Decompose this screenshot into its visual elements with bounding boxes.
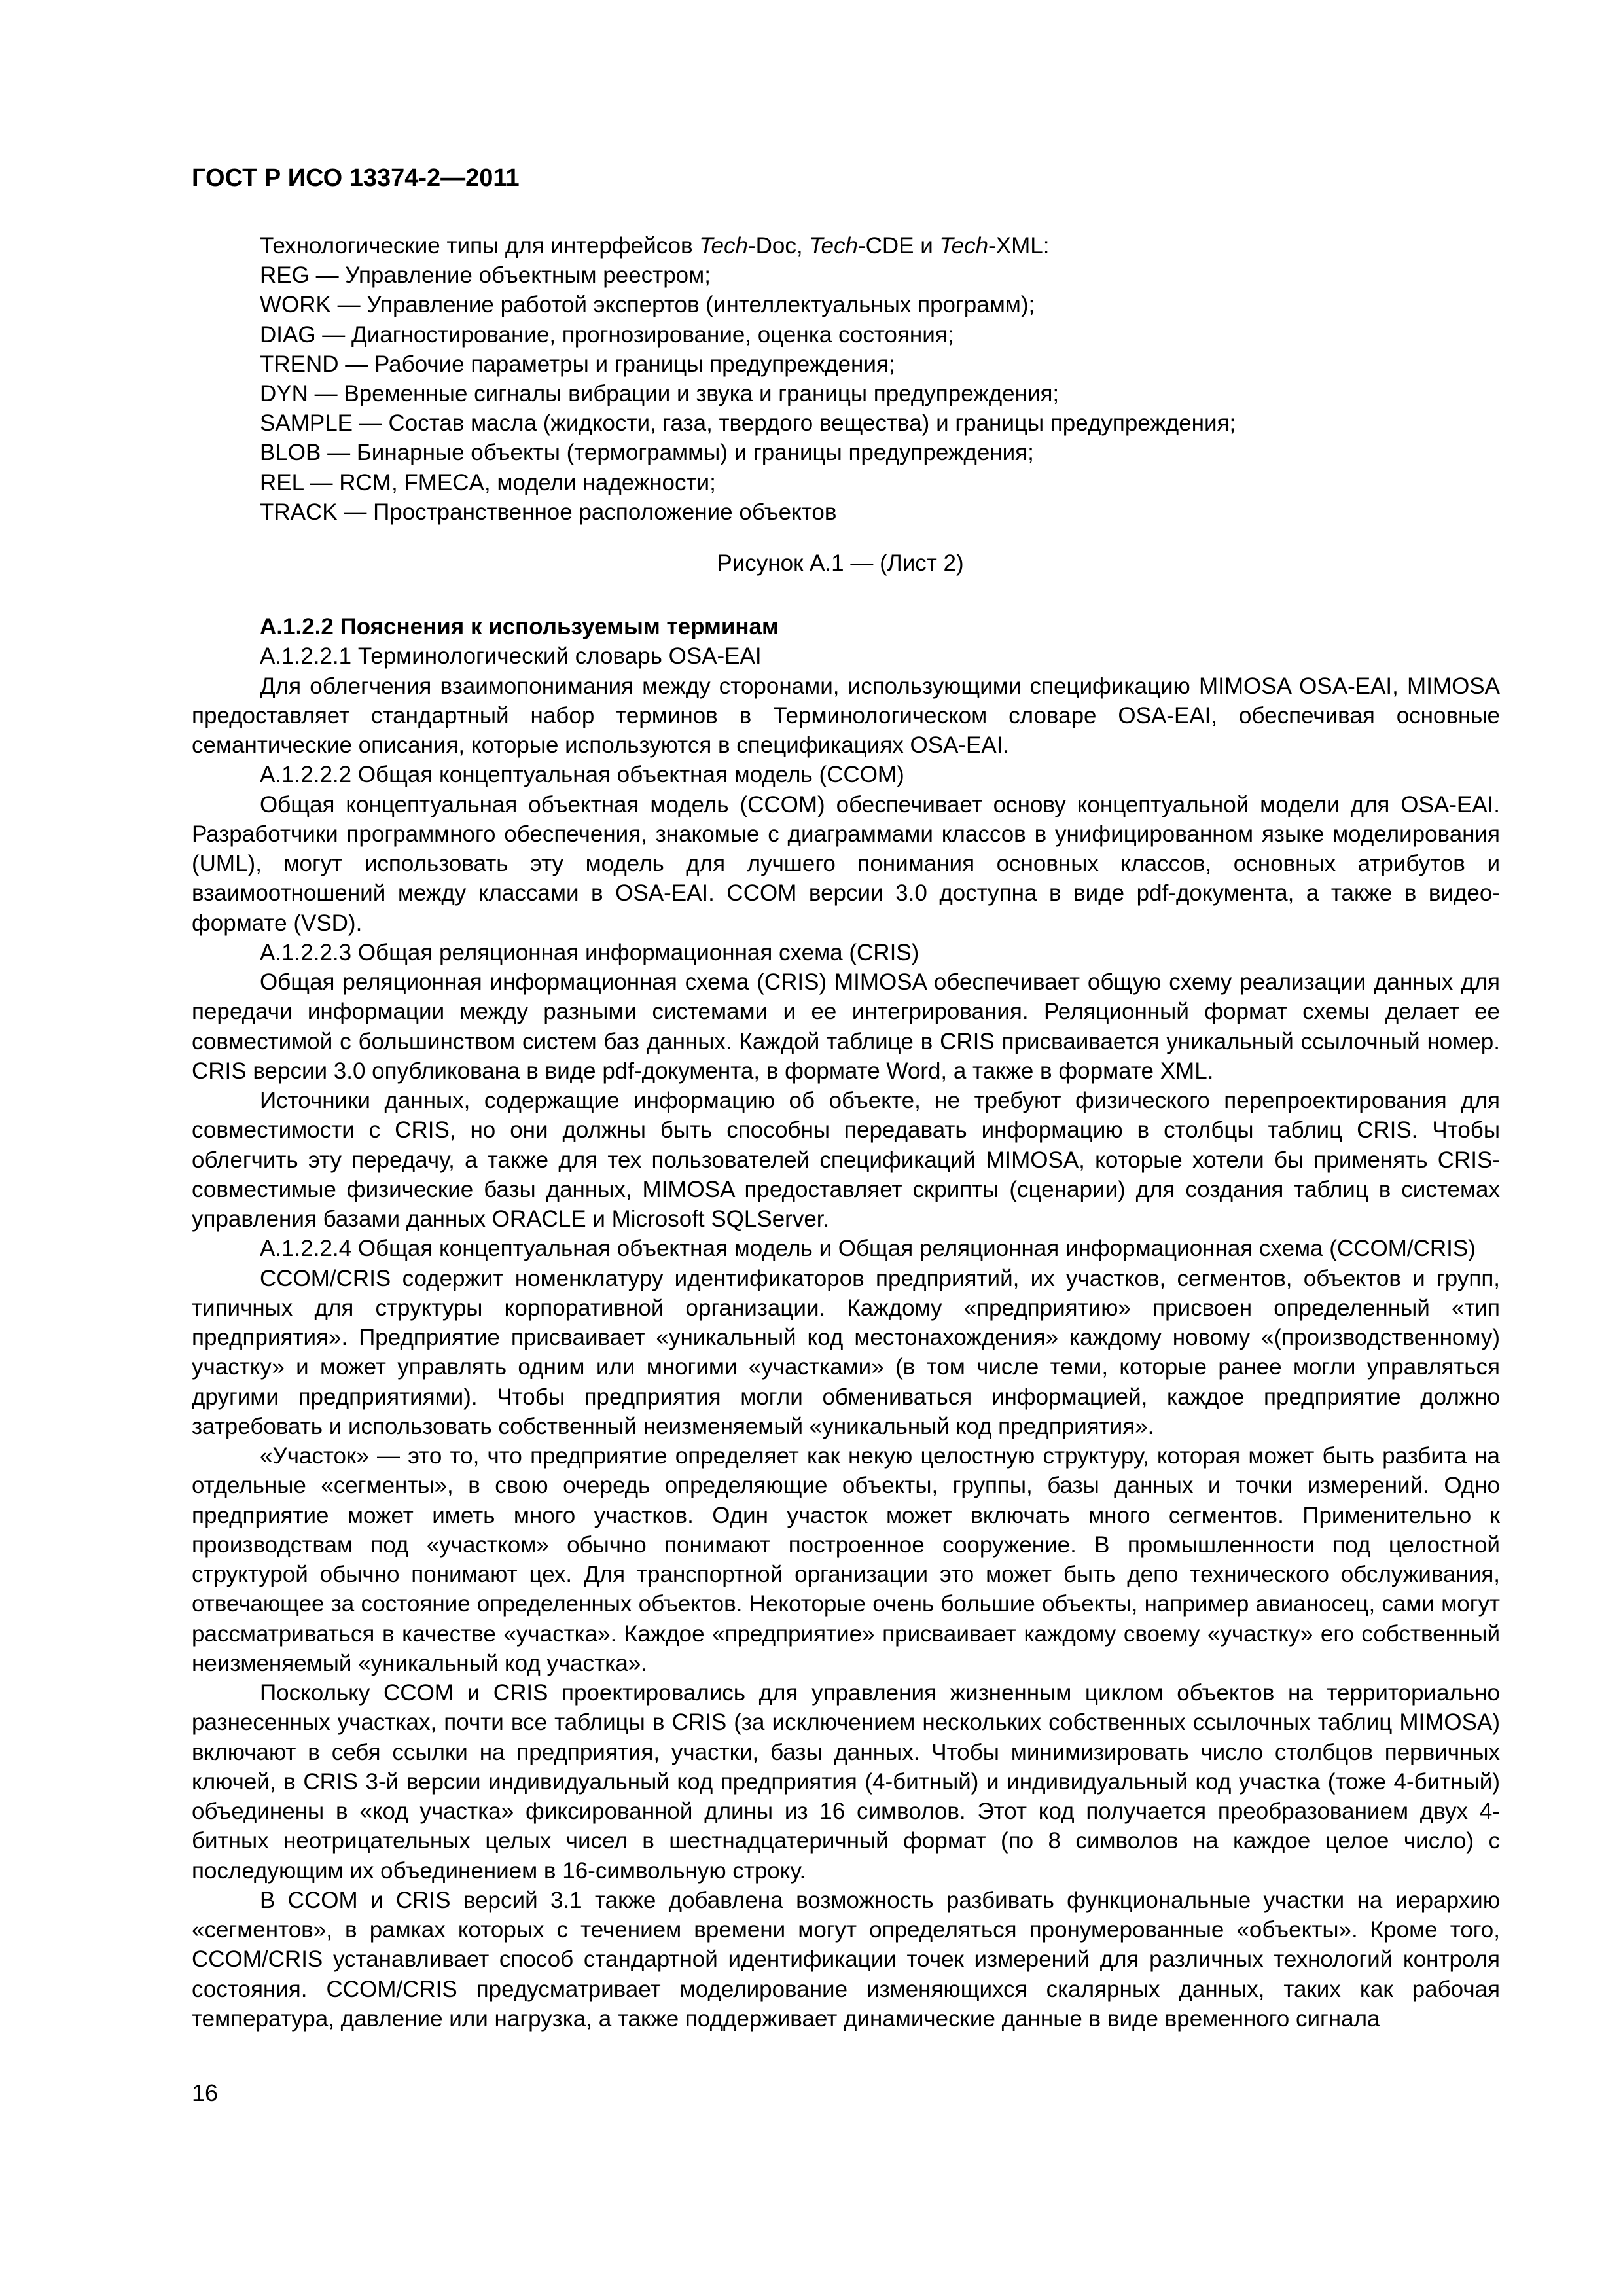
- list-item-rel: REL — RCM, FMECA, модели надежности;: [260, 469, 716, 495]
- paragraph: Общая реляционная информационная схема (CRIS) MIMOSA обеспечивает общую схему реализации данных для передачи информации между разными системами и ее интегрирования. Реляционный формат схемы делает ее совместимой с большинством систем баз данных. Каждой таблице в CRIS присваивается уникальный ссылочный номер. CRIS версии 3.0 опубликована в виде pdf-документа, в формате Word, а также в формате XML.: [192, 969, 1500, 1084]
- paragraph: Общая концептуальная объектная модель (CCOM) обеспечивает основу концептуальной модели для OSA-EAI. Разработчики программного обеспечения, знакомые с диаграммами классов в унифицированном языке моделирования (UML), могут использовать эту модель для лучшего понимания основных классов, основных атрибутов и взаимоотношений между классами в OSA-EAI. CCOM версии 3.0 доступна в виде pdf-документа, а также в видео-формате (VSD).: [192, 791, 1500, 936]
- subsection-title: А.1.2.2.4 Общая концептуальная объектная модель и Общая реляционная информационная схема (CCOM/CRIS): [260, 1236, 1476, 1262]
- subsection-title: А.1.2.2.1 Терминологический словарь OSA-EAI: [260, 643, 762, 670]
- paragraph: Источники данных, содержащие информацию об объекте, не требуют физического перепроектирования для совместимости с CRIS, но они должны быть способны передавать информацию в столбцы таблиц CRIS. Чтобы облегчить эту передачу, а также для тех пользователей спецификаций MIMOSA, которые хотели бы применять CRIS-совместимые физические базы данных, MIMOSA предоставляет скрипты (сценарии) для создания таблиц в системах управления базами данных ORACLE и Microsoft SQLServer.: [192, 1088, 1500, 1232]
- tech-doc-suffix: -Doc,: [747, 233, 810, 259]
- paragraph: В CCOM и CRIS версий 3.1 также добавлена возможность разбивать функциональные участки на иерархию «сегментов», в рамках которых с течением времени могут определяться пронумерованные «объекты». Кроме того, CCOM/CRIS устанавливает способ стандартной идентификации точек измерений для различных технологий контроля состояния. CCOM/CRIS предусматривает моделирование изменяющихся скалярных данных, таких как рабочая температура, давление или нагрузка, а также поддерживает динамические данные в виде временного сигнала: [192, 1887, 1500, 2032]
- page-number: 16: [192, 2079, 219, 2106]
- subsection-title: А.1.2.2.2 Общая концептуальная объектная модель (CCOM): [260, 762, 904, 788]
- list-item-track: TRACK — Пространственное расположение объектов: [260, 499, 837, 525]
- list-item-blob: BLOB — Бинарные объекты (термограммы) и границы предупреждения;: [260, 440, 1034, 466]
- list-item-trend: TREND — Рабочие параметры и границы предупреждения;: [260, 351, 895, 377]
- document-header: ГОСТ Р ИСО 13374-2—2011: [192, 164, 520, 192]
- technology-types-list: [260, 231, 1503, 527]
- paragraph: Для облегчения взаимопонимания между сторонами, использующими спецификацию MIMOSA OSA-EAI, MIMOSA предоставляет стандартный набор терминов в Терминологическом словаре OSA-EAI, обеспечивая основные семантические описания, которые используются в спецификациях OSA-EAI.: [192, 673, 1500, 758]
- paragraph: Поскольку CCOM и CRIS проектировались для управления жизненным циклом объектов на территориально разнесенных участках, почти все таблицы в CRIS (за исключением нескольких собственных ссылочных таблиц MIMOSA) включают в себя ссылки на предприятия, участки, базы данных. Чтобы минимизировать число столбцов первичных ключей, в CRIS 3-й версии индивидуальный код предприятия (4-битный) и индивидуальный код участка (тоже 4-битный) объединены в «код участка» фиксированной длины из 16 символов. Этот код получается преобразованием двух 4-битных неотрицательных целых чисел в шестнадцатеричный формат (по 8 символов на каждое целое число) с последующим их объединением в 16-символьную строку.: [192, 1680, 1500, 1884]
- list-item-work: WORK — Управление работой экспертов (интеллектуальных программ);: [260, 292, 1035, 318]
- paragraph: «Участок» — это то, что предприятие определяет как некую целостную структуру, которая может быть разбита на отдельные «сегменты», в свою очередь определяющие объекты, группы, базы данных и точки измерений. Одно предприятие может иметь много участков. Один участок может включать много сегментов. Применительно к производствам под «участком» обычно понимают построенное сооружение. В промышленности под целостной структурой обычно понимают цех. Для транспортной организации это может быть депо технического обслуживания, отвечающее за состояние определенных объектов. Некоторые очень большие объекты, например авианосец, сами могут рассматриваться в качестве «участка». Каждое «предприятие» присваивает каждому своему «участку» его собственный неизменяемый «уникальный код участка».: [192, 1443, 1500, 1676]
- section-heading: А.1.2.2 Пояснения к используемым терминам: [260, 614, 779, 639]
- tech-cde-prefix: Tech: [809, 233, 858, 259]
- tech-xml-prefix: Tech: [939, 233, 989, 259]
- list-item-sample: SAMPLE — Состав масла (жидкости, газа, твердого вещества) и границы предупреждения;: [260, 410, 1236, 437]
- paragraph: CCOM/CRIS содержит номенклатуру идентификаторов предприятий, их участков, сегментов, объектов и групп, типичных для структуры корпоративной организации. Каждому «предприятию» присвоен определенный «тип предприятия». Предприятие присваивает «уникальный код местонахождения» каждому новому «(производственному) участку» и может управлять одним или многими «участками» (в том числе теми, которые ранее могли управляться другими предприятиями). Чтобы предприятия могли обмениваться информацией, каждое предприятие должно затребовать и использовать собственный неизменяемый «уникальный код предприятия».: [192, 1265, 1500, 1439]
- intro-prefix: Технологические типы для интерфейсов: [260, 233, 700, 259]
- document-body: [192, 612, 1500, 2034]
- technology-types-intro: [260, 231, 1503, 260]
- tech-doc-prefix: Tech: [699, 233, 748, 259]
- tech-xml-suffix: -XML:: [988, 233, 1050, 259]
- tech-cde-suffix: -CDE и: [857, 233, 940, 259]
- list-item-reg: REG — Управление объектным реестром;: [260, 262, 711, 289]
- figure-caption: Рисунок А.1 — (Лист 2): [717, 550, 964, 576]
- subsection-title: А.1.2.2.3 Общая реляционная информационная схема (CRIS): [260, 939, 919, 965]
- list-item-dyn: DYN — Временные сигналы вибрации и звука и границы предупреждения;: [260, 381, 1060, 407]
- list-item-diag: DIAG — Диагностирование, прогнозирование, оценка состояния;: [260, 321, 954, 348]
